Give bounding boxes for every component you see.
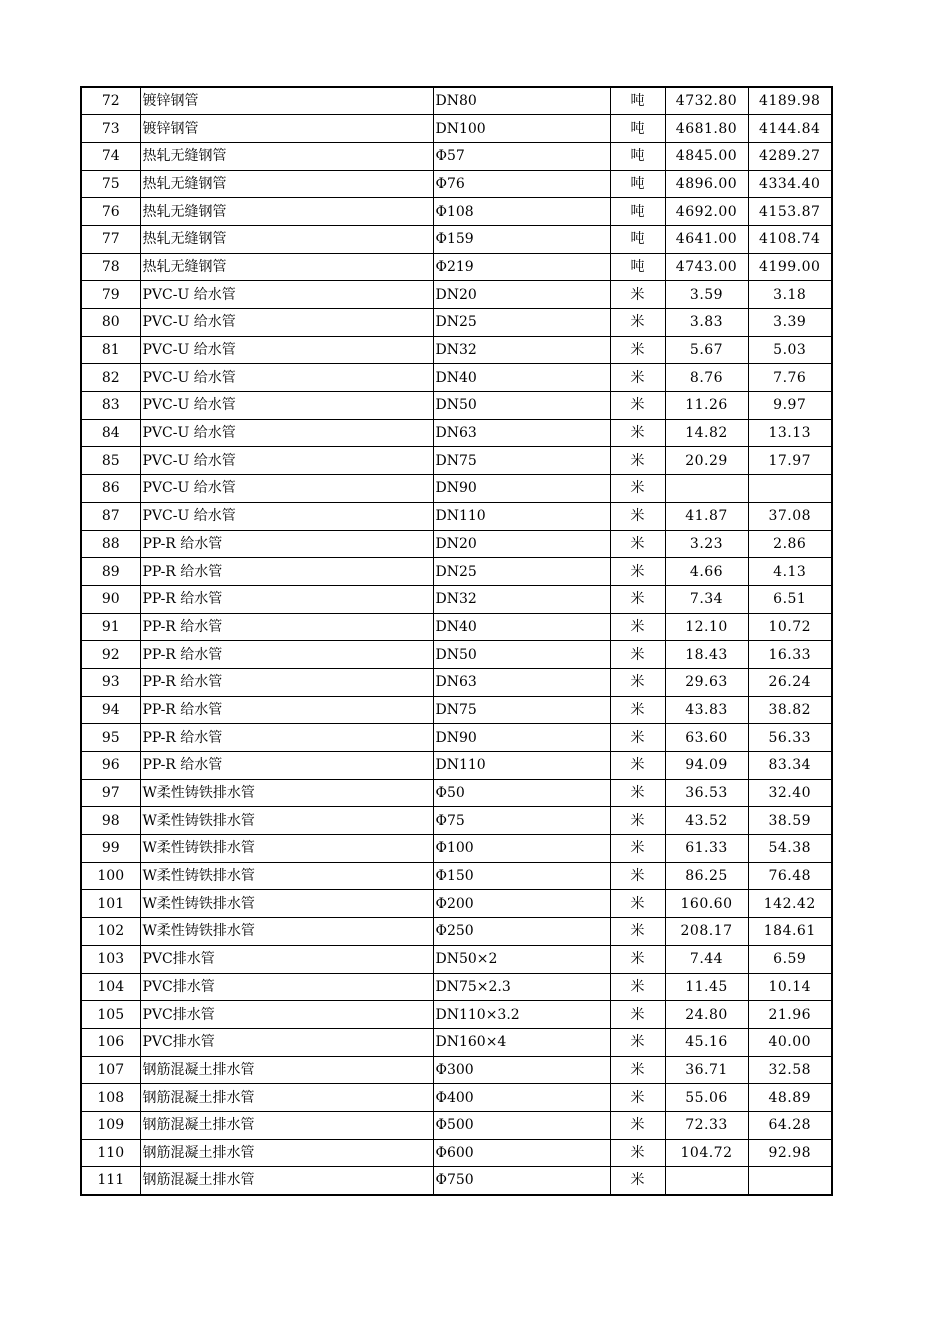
table-row [81,336,832,364]
table-row [81,1084,832,1112]
price-excl-tax-cell: 40.00 [748,1028,832,1056]
material-name-cell: W柔性铸铁排水管 [140,862,433,890]
table-row [81,170,832,198]
price-incl-tax-cell [665,1167,748,1195]
specification-cell: Φ100 [433,835,610,863]
price-excl-tax-cell: 6.59 [748,945,832,973]
table-row [81,419,832,447]
material-name-cell: 热轧无缝钢管 [140,170,433,198]
price-incl-tax-cell: 104.72 [665,1139,748,1167]
price-excl-tax-cell: 10.72 [748,613,832,641]
price-excl-tax-cell: 3.39 [748,309,832,337]
price-incl-tax-cell: 4681.80 [665,115,748,143]
row-number-cell: 90 [81,585,140,613]
specification-cell: Φ400 [433,1084,610,1112]
row-number-cell: 84 [81,419,140,447]
specification-cell: DN63 [433,419,610,447]
material-name-cell: W柔性铸铁排水管 [140,835,433,863]
price-incl-tax-cell: 3.83 [665,309,748,337]
material-name-cell: 镀锌钢管 [140,115,433,143]
table-row [81,945,832,973]
price-incl-tax-cell: 4.66 [665,558,748,586]
row-number-cell: 81 [81,336,140,364]
material-name-cell: PVC排水管 [140,945,433,973]
table-row [81,1139,832,1167]
price-incl-tax-cell: 4896.00 [665,170,748,198]
price-excl-tax-cell: 54.38 [748,835,832,863]
specification-cell: DN50 [433,641,610,669]
row-number-cell: 89 [81,558,140,586]
price-incl-tax-cell: 14.82 [665,419,748,447]
specification-cell: DN40 [433,613,610,641]
price-excl-tax-cell: 10.14 [748,973,832,1001]
price-incl-tax-cell: 3.23 [665,530,748,558]
material-name-cell: PP-R 给水管 [140,641,433,669]
price-excl-tax-cell [748,475,832,503]
price-excl-tax-cell: 4334.40 [748,170,832,198]
unit-cell: 米 [610,1111,665,1139]
row-number-cell: 88 [81,530,140,558]
row-number-cell: 108 [81,1084,140,1112]
specification-cell: Φ500 [433,1111,610,1139]
material-name-cell: W柔性铸铁排水管 [140,779,433,807]
material-name-cell: PVC-U 给水管 [140,447,433,475]
material-name-cell: W柔性铸铁排水管 [140,918,433,946]
row-number-cell: 78 [81,253,140,281]
table-row [81,862,832,890]
price-incl-tax-cell: 4732.80 [665,87,748,115]
price-incl-tax-cell: 4845.00 [665,142,748,170]
table-row [81,585,832,613]
price-incl-tax-cell: 5.67 [665,336,748,364]
row-number-cell: 93 [81,668,140,696]
table-row [81,1028,832,1056]
table-row [81,558,832,586]
row-number-cell: 75 [81,170,140,198]
specification-cell: DN50 [433,392,610,420]
price-excl-tax-cell: 32.58 [748,1056,832,1084]
price-incl-tax-cell: 4743.00 [665,253,748,281]
row-number-cell: 82 [81,364,140,392]
material-name-cell: PVC-U 给水管 [140,281,433,309]
row-number-cell: 106 [81,1028,140,1056]
row-number-cell: 80 [81,309,140,337]
specification-cell: Φ600 [433,1139,610,1167]
price-excl-tax-cell: 142.42 [748,890,832,918]
specification-cell: DN80 [433,87,610,115]
unit-cell: 米 [610,1139,665,1167]
price-excl-tax-cell: 16.33 [748,641,832,669]
unit-cell: 米 [610,530,665,558]
table-row [81,502,832,530]
material-name-cell: PVC-U 给水管 [140,392,433,420]
price-excl-tax-cell: 4153.87 [748,198,832,226]
row-number-cell: 96 [81,752,140,780]
price-excl-tax-cell: 7.76 [748,364,832,392]
price-excl-tax-cell: 3.18 [748,281,832,309]
row-number-cell: 85 [81,447,140,475]
unit-cell: 米 [610,779,665,807]
price-incl-tax-cell: 20.29 [665,447,748,475]
material-name-cell: 热轧无缝钢管 [140,142,433,170]
unit-cell: 吨 [610,87,665,115]
price-incl-tax-cell: 11.45 [665,973,748,1001]
price-excl-tax-cell: 17.97 [748,447,832,475]
price-excl-tax-cell: 92.98 [748,1139,832,1167]
row-number-cell: 101 [81,890,140,918]
material-name-cell: PP-R 给水管 [140,696,433,724]
specification-cell: DN25 [433,309,610,337]
price-incl-tax-cell: 36.53 [665,779,748,807]
price-incl-tax-cell: 3.59 [665,281,748,309]
material-name-cell: PP-R 给水管 [140,558,433,586]
specification-cell: Φ108 [433,198,610,226]
specification-cell: DN75 [433,696,610,724]
specification-cell: DN75×2.3 [433,973,610,1001]
specification-cell: DN32 [433,336,610,364]
unit-cell: 米 [610,945,665,973]
specification-cell: DN160×4 [433,1028,610,1056]
row-number-cell: 97 [81,779,140,807]
price-excl-tax-cell: 4189.98 [748,87,832,115]
price-incl-tax-cell: 86.25 [665,862,748,890]
table-row [81,364,832,392]
table-row [81,253,832,281]
specification-cell: Φ300 [433,1056,610,1084]
unit-cell: 米 [610,696,665,724]
unit-cell: 米 [610,309,665,337]
unit-cell: 米 [610,392,665,420]
specification-cell: DN25 [433,558,610,586]
price-incl-tax-cell: 41.87 [665,502,748,530]
specification-cell: DN75 [433,447,610,475]
price-incl-tax-cell: 43.83 [665,696,748,724]
material-name-cell: PP-R 给水管 [140,530,433,558]
specification-cell: DN100 [433,115,610,143]
price-excl-tax-cell: 37.08 [748,502,832,530]
price-excl-tax-cell [748,1167,832,1195]
material-price-table [80,86,833,1196]
specification-cell: DN40 [433,364,610,392]
table-row [81,530,832,558]
table-row [81,198,832,226]
specification-cell: DN110 [433,752,610,780]
unit-cell: 米 [610,336,665,364]
row-number-cell: 103 [81,945,140,973]
material-name-cell: 钢筋混凝土排水管 [140,1167,433,1195]
specification-cell: Φ250 [433,918,610,946]
unit-cell: 米 [610,1056,665,1084]
material-name-cell: PVC排水管 [140,1001,433,1029]
row-number-cell: 79 [81,281,140,309]
specification-cell: DN20 [433,281,610,309]
row-number-cell: 94 [81,696,140,724]
price-excl-tax-cell: 21.96 [748,1001,832,1029]
price-excl-tax-cell: 32.40 [748,779,832,807]
price-excl-tax-cell: 83.34 [748,752,832,780]
unit-cell: 米 [610,807,665,835]
material-name-cell: PP-R 给水管 [140,668,433,696]
price-excl-tax-cell: 4108.74 [748,225,832,253]
price-excl-tax-cell: 4144.84 [748,115,832,143]
material-name-cell: 热轧无缝钢管 [140,198,433,226]
specification-cell: DN20 [433,530,610,558]
table-row [81,807,832,835]
row-number-cell: 92 [81,641,140,669]
unit-cell: 米 [610,419,665,447]
row-number-cell: 86 [81,475,140,503]
price-incl-tax-cell: 72.33 [665,1111,748,1139]
unit-cell: 米 [610,724,665,752]
price-incl-tax-cell: 4641.00 [665,225,748,253]
price-excl-tax-cell: 4289.27 [748,142,832,170]
specification-cell: DN110×3.2 [433,1001,610,1029]
table-row [81,115,832,143]
table-row [81,1056,832,1084]
table-row [81,225,832,253]
price-incl-tax-cell: 18.43 [665,641,748,669]
row-number-cell: 100 [81,862,140,890]
unit-cell: 吨 [610,198,665,226]
row-number-cell: 73 [81,115,140,143]
unit-cell: 米 [610,475,665,503]
table-row [81,142,832,170]
table-row [81,87,832,115]
price-incl-tax-cell: 208.17 [665,918,748,946]
material-name-cell: 镀锌钢管 [140,87,433,115]
material-name-cell: W柔性铸铁排水管 [140,807,433,835]
table-row [81,779,832,807]
specification-cell: DN90 [433,724,610,752]
price-incl-tax-cell: 29.63 [665,668,748,696]
price-incl-tax-cell: 63.60 [665,724,748,752]
price-incl-tax-cell: 8.76 [665,364,748,392]
specification-cell: DN110 [433,502,610,530]
row-number-cell: 111 [81,1167,140,1195]
table-row [81,613,832,641]
price-excl-tax-cell: 56.33 [748,724,832,752]
row-number-cell: 77 [81,225,140,253]
price-excl-tax-cell: 48.89 [748,1084,832,1112]
table-row [81,835,832,863]
unit-cell: 米 [610,890,665,918]
row-number-cell: 74 [81,142,140,170]
table-row [81,973,832,1001]
material-name-cell: 钢筋混凝土排水管 [140,1111,433,1139]
unit-cell: 米 [610,1167,665,1195]
unit-cell: 米 [610,281,665,309]
material-name-cell: PVC-U 给水管 [140,419,433,447]
row-number-cell: 105 [81,1001,140,1029]
table-row [81,890,832,918]
row-number-cell: 109 [81,1111,140,1139]
unit-cell: 吨 [610,170,665,198]
unit-cell: 米 [610,1084,665,1112]
material-name-cell: 热轧无缝钢管 [140,253,433,281]
unit-cell: 米 [610,447,665,475]
table-row [81,696,832,724]
row-number-cell: 76 [81,198,140,226]
specification-cell: Φ150 [433,862,610,890]
material-name-cell: 钢筋混凝土排水管 [140,1139,433,1167]
row-number-cell: 83 [81,392,140,420]
material-name-cell: PVC-U 给水管 [140,309,433,337]
row-number-cell: 72 [81,87,140,115]
price-excl-tax-cell: 64.28 [748,1111,832,1139]
unit-cell: 米 [610,918,665,946]
material-name-cell: PVC-U 给水管 [140,364,433,392]
unit-cell: 米 [610,585,665,613]
price-excl-tax-cell: 2.86 [748,530,832,558]
specification-cell: Φ50 [433,779,610,807]
table-row [81,309,832,337]
row-number-cell: 95 [81,724,140,752]
table-body [81,87,832,1195]
table-row [81,641,832,669]
price-excl-tax-cell: 13.13 [748,419,832,447]
price-incl-tax-cell: 43.52 [665,807,748,835]
price-incl-tax-cell: 45.16 [665,1028,748,1056]
material-name-cell: 热轧无缝钢管 [140,225,433,253]
specification-cell: DN32 [433,585,610,613]
price-excl-tax-cell: 38.82 [748,696,832,724]
row-number-cell: 104 [81,973,140,1001]
material-name-cell: PVC-U 给水管 [140,502,433,530]
table-row [81,668,832,696]
price-excl-tax-cell: 76.48 [748,862,832,890]
table-row [81,918,832,946]
row-number-cell: 99 [81,835,140,863]
price-incl-tax-cell: 4692.00 [665,198,748,226]
material-name-cell: PVC-U 给水管 [140,336,433,364]
price-incl-tax-cell: 160.60 [665,890,748,918]
row-number-cell: 87 [81,502,140,530]
unit-cell: 米 [610,1028,665,1056]
price-incl-tax-cell: 36.71 [665,1056,748,1084]
unit-cell: 米 [610,558,665,586]
unit-cell: 吨 [610,142,665,170]
material-name-cell: W柔性铸铁排水管 [140,890,433,918]
unit-cell: 米 [610,752,665,780]
material-name-cell: PP-R 给水管 [140,613,433,641]
price-incl-tax-cell: 7.34 [665,585,748,613]
price-incl-tax-cell: 61.33 [665,835,748,863]
unit-cell: 吨 [610,115,665,143]
table-row [81,1167,832,1195]
row-number-cell: 107 [81,1056,140,1084]
unit-cell: 米 [610,835,665,863]
material-name-cell: PVC排水管 [140,1028,433,1056]
price-incl-tax-cell: 7.44 [665,945,748,973]
table-row [81,752,832,780]
row-number-cell: 102 [81,918,140,946]
price-excl-tax-cell: 9.97 [748,392,832,420]
specification-cell: Φ750 [433,1167,610,1195]
unit-cell: 米 [610,641,665,669]
row-number-cell: 98 [81,807,140,835]
unit-cell: 米 [610,1001,665,1029]
table-row [81,447,832,475]
price-excl-tax-cell: 184.61 [748,918,832,946]
specification-cell: DN63 [433,668,610,696]
specification-cell: Φ75 [433,807,610,835]
table-row [81,1001,832,1029]
specification-cell: Φ219 [433,253,610,281]
table-row [81,724,832,752]
material-name-cell: PVC-U 给水管 [140,475,433,503]
specification-cell: Φ159 [433,225,610,253]
unit-cell: 米 [610,668,665,696]
price-incl-tax-cell: 55.06 [665,1084,748,1112]
price-incl-tax-cell: 11.26 [665,392,748,420]
material-name-cell: PP-R 给水管 [140,724,433,752]
price-incl-tax-cell: 12.10 [665,613,748,641]
unit-cell: 米 [610,973,665,1001]
price-incl-tax-cell: 24.80 [665,1001,748,1029]
unit-cell: 米 [610,364,665,392]
unit-cell: 米 [610,862,665,890]
price-excl-tax-cell: 4.13 [748,558,832,586]
price-incl-tax-cell: 94.09 [665,752,748,780]
table-row [81,475,832,503]
unit-cell: 米 [610,613,665,641]
price-excl-tax-cell: 4199.00 [748,253,832,281]
material-name-cell: PP-R 给水管 [140,752,433,780]
material-name-cell: 钢筋混凝土排水管 [140,1056,433,1084]
price-excl-tax-cell: 6.51 [748,585,832,613]
table-row [81,392,832,420]
row-number-cell: 91 [81,613,140,641]
price-excl-tax-cell: 38.59 [748,807,832,835]
row-number-cell: 110 [81,1139,140,1167]
specification-cell: Φ200 [433,890,610,918]
unit-cell: 米 [610,502,665,530]
specification-cell: DN50×2 [433,945,610,973]
unit-cell: 吨 [610,253,665,281]
material-name-cell: PVC排水管 [140,973,433,1001]
price-incl-tax-cell [665,475,748,503]
material-name-cell: PP-R 给水管 [140,585,433,613]
table-row [81,281,832,309]
price-excl-tax-cell: 26.24 [748,668,832,696]
unit-cell: 吨 [610,225,665,253]
specification-cell: DN90 [433,475,610,503]
material-name-cell: 钢筋混凝土排水管 [140,1084,433,1112]
specification-cell: Φ76 [433,170,610,198]
table-row [81,1111,832,1139]
specification-cell: Φ57 [433,142,610,170]
price-excl-tax-cell: 5.03 [748,336,832,364]
